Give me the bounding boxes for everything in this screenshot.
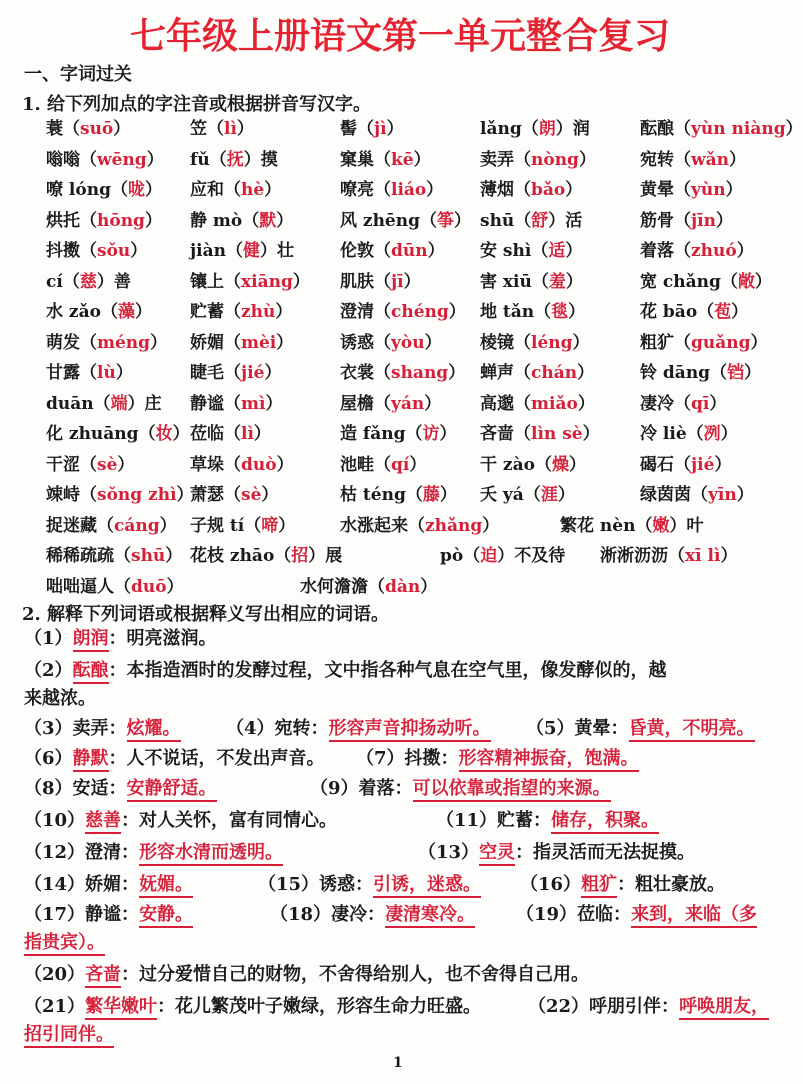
pinyin-item: 造 fǎng（访） — [340, 424, 457, 444]
definition-18 — [270, 902, 475, 928]
definition-14 — [24, 872, 193, 898]
pinyin-item: 莅临（lì） — [190, 424, 271, 444]
pinyin-item: cí（慈）善 — [46, 271, 131, 292]
pinyin-row — [0, 389, 800, 419]
definition-answer: 呼唤朋友， — [679, 996, 769, 1020]
pinyin-item: 宛转（wǎn） — [640, 149, 747, 170]
pinyin-row — [0, 572, 800, 602]
pinyin-item: 高邈（miǎo） — [480, 393, 595, 414]
pinyin-row — [0, 419, 800, 449]
definition-text: ：指灵活而无法捉摸。 — [515, 842, 696, 863]
pinyin-item: 水涨起来（zhǎng） — [340, 515, 500, 536]
pinyin-item: 干 zào（燥） — [480, 454, 586, 475]
definition-text: ：过分爱惜自己的财物，不舍得给别人，也不舍得自己用。 — [121, 964, 590, 985]
pinyin-item: 花 bāo（苞） — [640, 302, 749, 322]
definition-3 — [24, 716, 181, 742]
pinyin-item: 甘露（lù） — [46, 363, 133, 383]
definition-label: （14）娇媚： — [24, 874, 140, 895]
definition-answer: 形容精神振奋，饱满。 — [459, 748, 639, 772]
pinyin-item: 淅淅沥沥（xī lì） — [600, 546, 738, 566]
pinyin-item: 卖弄（nòng） — [480, 149, 596, 170]
pinyin-item: 稀稀疏疏（shū） — [46, 546, 183, 566]
pinyin-item: 冷 liè（冽） — [640, 424, 738, 444]
pinyin-item: 池畦（qí） — [340, 454, 427, 475]
pinyin-row — [0, 328, 800, 358]
definition-text: ：花儿繁茂叶子嫩绿，形容生命力旺盛。 — [157, 996, 482, 1017]
pinyin-item: 宽 chǎng（敞） — [640, 271, 772, 292]
definition-term: 酝酿 — [73, 660, 109, 684]
definition-text: ：人不说话，不发出声音。 — [108, 748, 325, 769]
definition-number: （1） — [24, 628, 73, 649]
definition-label: （8）安适： — [24, 778, 127, 799]
section-heading: 一、字词过关 — [24, 64, 132, 85]
definition-text: ：本指造酒时的发酵过程，文中指各种气息在空气里，像发酵似的，越 — [108, 660, 667, 681]
pinyin-row — [0, 358, 800, 388]
definition-19 — [516, 902, 757, 928]
definition-19-continued — [24, 930, 105, 956]
pinyin-item: 凄冷（qī） — [640, 393, 727, 414]
pinyin-item: fǔ（抚）摸 — [190, 149, 278, 170]
pinyin-row — [0, 450, 800, 480]
definition-answer: 形容声音抑扬动听。 — [329, 718, 491, 742]
definition-label: （15）诱惑： — [258, 874, 374, 895]
pinyin-item: 澄清（chéng） — [340, 302, 466, 322]
definition-text: ：明亮滋润。 — [108, 628, 217, 649]
pinyin-item: 花枝 zhāo（招）展 — [190, 546, 343, 566]
definition-16 — [520, 872, 725, 898]
pinyin-row — [0, 175, 800, 205]
definition-label: （17）静谧： — [24, 904, 140, 925]
definition-22-continued — [24, 1022, 114, 1048]
definition-label: （4）宛转： — [226, 718, 329, 739]
pinyin-item: 睫毛（jié） — [190, 363, 282, 383]
definition-label: （5）黄晕： — [526, 718, 629, 739]
pinyin-row — [0, 541, 800, 571]
definition-answer: 形容水清而透明。 — [139, 842, 283, 866]
pinyin-item: 水 zǎo（藻） — [46, 302, 152, 322]
pinyin-row — [0, 267, 800, 297]
definition-number: （2） — [24, 660, 73, 681]
pinyin-item: 子规 tí（啼） — [190, 515, 296, 536]
pinyin-item: shū（舒）活 — [480, 210, 583, 231]
definition-number: （6） — [24, 748, 73, 769]
pinyin-item: 黄晕（yùn） — [640, 180, 743, 200]
pinyin-item: 干涩（sè） — [46, 454, 135, 475]
pinyin-item: 萌发（méng） — [46, 332, 168, 353]
pinyin-item: 应和（hè） — [190, 180, 282, 200]
pinyin-item: 着落（zhuó） — [640, 241, 754, 261]
pinyin-item: 伦敦（dūn） — [340, 241, 445, 261]
definition-text: ：对人关怀，富有同情心。 — [121, 810, 338, 831]
definition-answer: 安静。 — [139, 904, 193, 928]
definition-10 — [24, 808, 337, 834]
definition-label: （22）呼朋引伴： — [528, 996, 680, 1017]
definition-term: 慈善 — [85, 810, 121, 834]
pinyin-item: 烘托（hōng） — [46, 210, 162, 231]
pinyin-row — [0, 297, 800, 327]
pinyin-row — [0, 236, 800, 266]
pinyin-row — [0, 145, 800, 175]
definition-answer: 昏黄，不明亮。 — [629, 718, 755, 742]
definition-text: 来越浓。 — [24, 688, 96, 709]
pinyin-item: 碣石（jié） — [640, 454, 732, 475]
definition-term: 吝啬 — [85, 964, 121, 988]
pinyin-item: 髻（jì） — [340, 119, 404, 139]
definition-label: （18）凄冷： — [270, 904, 386, 925]
pinyin-item: 铃 dāng（铛） — [640, 363, 762, 383]
pinyin-item: 繁花 nèn（嫩）叶 — [560, 515, 704, 536]
pinyin-item: 风 zhēng（筝） — [340, 210, 471, 231]
pinyin-item: 静 mò（默） — [190, 210, 294, 231]
question-1-heading: 1. 给下列加点的字注音或根据拼音写汉字。 — [22, 94, 372, 115]
definition-2-continued — [24, 686, 96, 712]
definition-number: （10） — [24, 810, 86, 831]
pinyin-item: 蓑（suō） — [46, 119, 131, 139]
definition-label: （3）卖弄： — [24, 718, 127, 739]
pinyin-item: 粗犷（guǎng） — [640, 332, 768, 353]
definition-number: （13） — [418, 842, 480, 863]
definition-15 — [258, 872, 481, 898]
pinyin-row — [0, 114, 803, 144]
definition-term: 静默 — [73, 748, 109, 772]
question-2-heading: 2. 解释下列词语或根据释义写出相应的词语。 — [22, 604, 390, 625]
definition-2 — [24, 658, 667, 684]
pinyin-item: lǎng（朗）润 — [480, 119, 590, 139]
definition-5 — [526, 716, 755, 742]
page-title: 七年级上册语文第一单元整合复习 — [129, 16, 670, 57]
pinyin-item: 薄烟（bǎo） — [480, 180, 583, 200]
page-number: 1 — [393, 1055, 403, 1071]
definition-label: （12）澄清： — [24, 842, 140, 863]
pinyin-item: 窠巢（kē） — [340, 149, 431, 170]
pinyin-item: 害 xiū（羞） — [480, 271, 583, 292]
definition-label: （19）莅临： — [516, 904, 632, 925]
pinyin-item: 咄咄逼人（duō） — [46, 576, 184, 597]
pinyin-item: 娇媚（mèi） — [190, 332, 294, 353]
pinyin-item: 贮蓄（zhù） — [190, 302, 293, 322]
definition-answer: 引诱，迷惑。 — [373, 874, 481, 898]
definition-label: （7）抖擞： — [356, 748, 459, 769]
definition-21 — [24, 994, 481, 1020]
definition-11 — [436, 808, 659, 834]
definition-7 — [356, 746, 639, 772]
pinyin-item: 嘹亮（liáo） — [340, 180, 444, 200]
pinyin-item: jiàn（健）壮 — [190, 241, 294, 261]
pinyin-item: 嗡嗡（wēng） — [46, 149, 164, 170]
pinyin-item: 化 zhuāng（妆） — [46, 424, 190, 444]
definition-6 — [24, 746, 325, 772]
pinyin-item: 水何澹澹（dàn） — [300, 576, 438, 597]
definition-number: （20） — [24, 964, 86, 985]
pinyin-item: 肌肤（jī） — [340, 271, 421, 292]
definition-number: （21） — [24, 996, 86, 1017]
pinyin-item: 嘹 lóng（咙） — [46, 180, 162, 200]
definition-answer: 可以依靠或指望的来源。 — [413, 778, 611, 802]
definition-12 — [24, 840, 283, 866]
pinyin-item: 吝啬（lìn sè） — [480, 424, 600, 444]
definition-label: （9）着落： — [310, 778, 413, 799]
definition-answer: 安静舒适。 — [127, 778, 217, 802]
pinyin-item: 镶上（xiāng） — [190, 271, 310, 292]
pinyin-item: 衣裳（shang） — [340, 363, 466, 383]
definition-answer: 凄清寒冷。 — [385, 904, 475, 928]
definition-answer: 炫耀。 — [127, 718, 181, 742]
pinyin-item: 棱镜（léng） — [480, 332, 590, 353]
pinyin-item: 捉迷藏（cáng） — [46, 515, 177, 536]
pinyin-item: 绿茵茵（yīn） — [640, 485, 754, 505]
definition-answer: 储存，积聚。 — [551, 810, 659, 834]
definition-label: （11）贮蓄： — [436, 810, 552, 831]
pinyin-item: duān（端）庄 — [46, 393, 162, 414]
definition-8 — [24, 776, 217, 802]
pinyin-row — [0, 480, 800, 510]
pinyin-item: 草垛（duò） — [190, 454, 294, 475]
definition-22 — [528, 994, 769, 1020]
pinyin-item: 筋骨（jīn） — [640, 210, 733, 231]
definition-answer: 妩媚。 — [139, 874, 193, 898]
definition-20 — [24, 962, 589, 988]
definition-answer: 招引同伴。 — [24, 1024, 114, 1048]
definition-answer: 指贵宾）。 — [24, 932, 105, 956]
pinyin-item: 安 shì（适） — [480, 241, 583, 261]
pinyin-item: 静谧（mì） — [190, 393, 283, 414]
definition-term: 粗犷 — [581, 874, 617, 898]
pinyin-item: 地 tǎn（毯） — [480, 302, 586, 322]
pinyin-item: 抖擞（sǒu） — [46, 241, 148, 261]
pinyin-item: 夭 yá（涯） — [480, 485, 575, 505]
pinyin-item: 萧瑟（sè） — [190, 485, 279, 505]
pinyin-item: 竦峙（sǒng zhì） — [46, 485, 194, 505]
definition-term: 繁华嫩叶 — [85, 996, 157, 1020]
definition-4 — [226, 716, 491, 742]
definition-number: （16） — [520, 874, 582, 895]
pinyin-item: 酝酿（yùn niàng） — [640, 119, 803, 139]
definition-1 — [24, 626, 217, 652]
pinyin-item: 屋檐（yán） — [340, 393, 442, 414]
pinyin-item: pò（迫）不及待 — [440, 546, 566, 566]
definition-term: 空灵 — [479, 842, 515, 866]
pinyin-row — [0, 206, 800, 236]
definition-text: ：粗壮豪放。 — [617, 874, 726, 895]
pinyin-item: 笠（lì） — [190, 119, 254, 139]
definition-17 — [24, 902, 193, 928]
pinyin-row — [0, 511, 800, 541]
definition-term: 朗润 — [73, 628, 109, 652]
definition-answer: 来到，来临（多 — [631, 904, 757, 928]
definition-13 — [418, 840, 695, 866]
pinyin-item: 枯 téng（藤） — [340, 485, 457, 505]
pinyin-item: 诱惑（yòu） — [340, 332, 442, 353]
definition-9 — [310, 776, 611, 802]
pinyin-item: 蝉声（chán） — [480, 363, 595, 383]
